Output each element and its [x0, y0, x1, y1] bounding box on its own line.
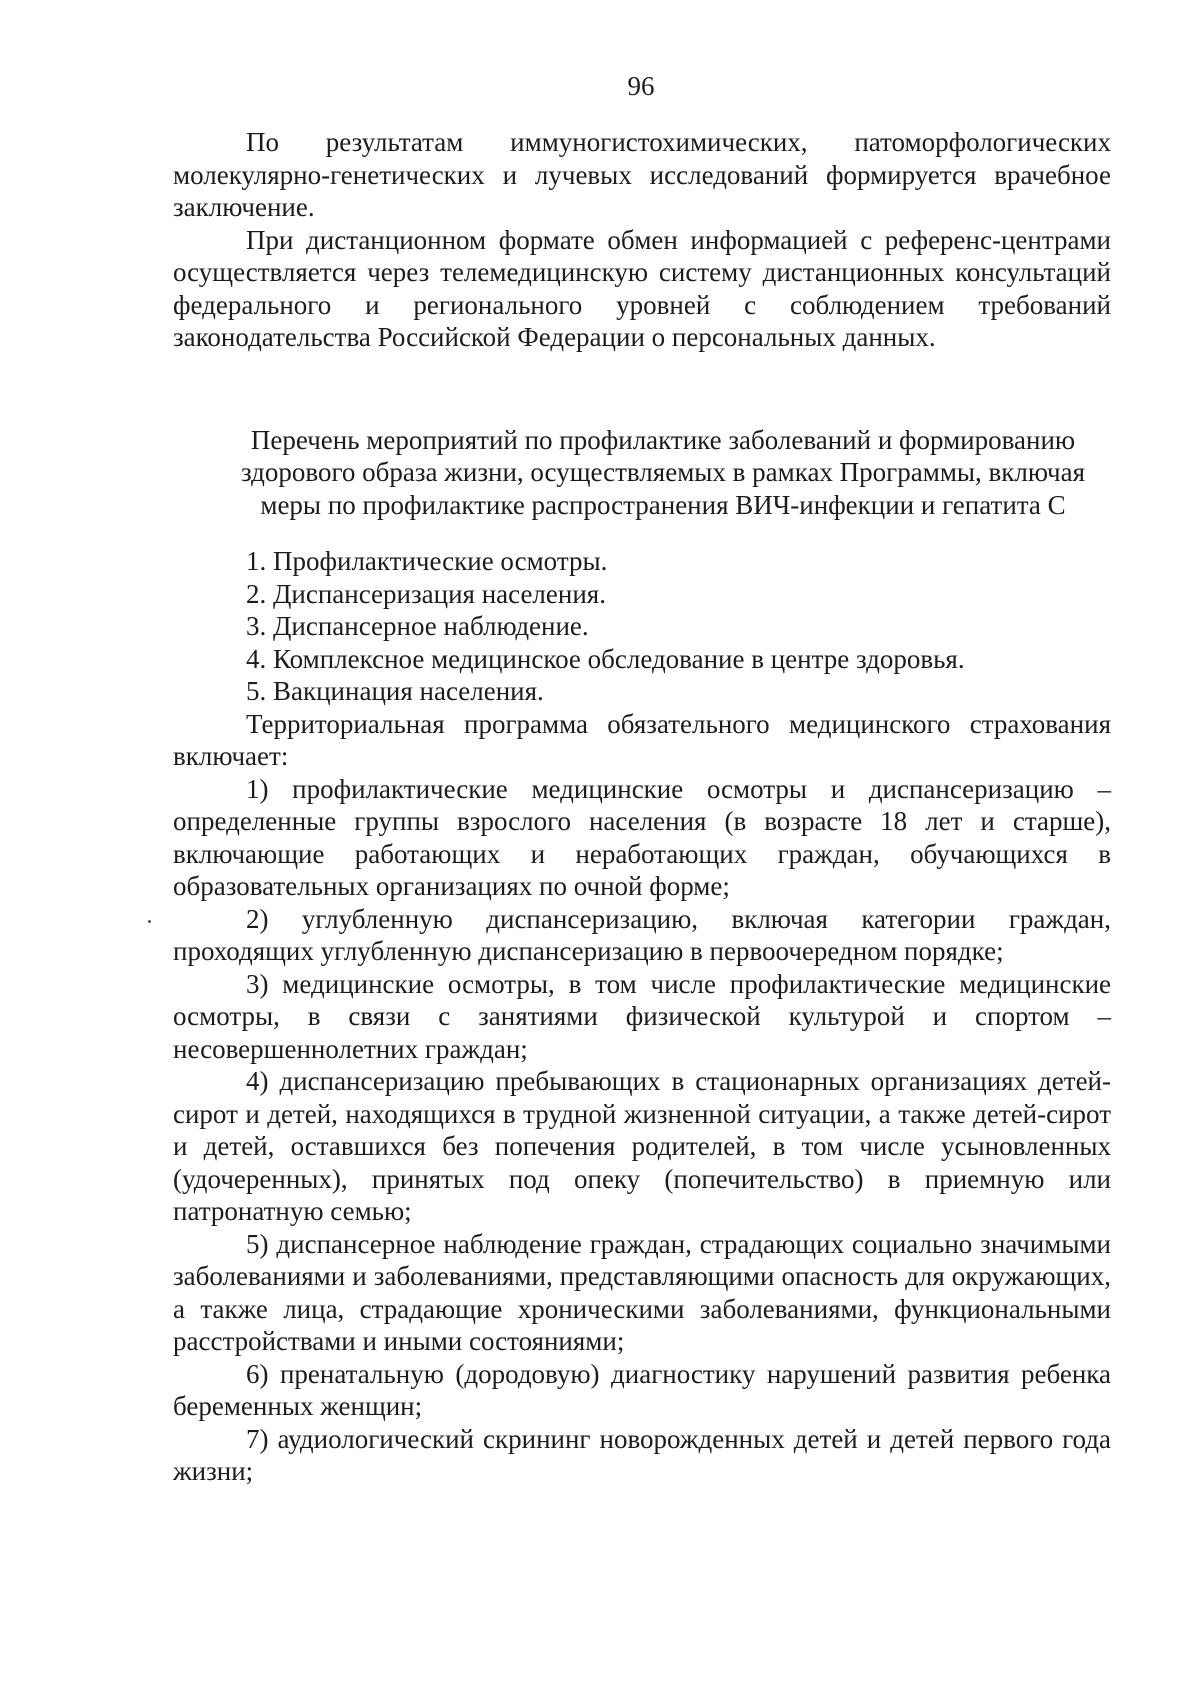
numbered-list-item: 5. Вакцинация населения. — [246, 676, 544, 706]
numbered-list — [173, 545, 1111, 708]
program-list-item: 2) углубленную диспансеризацию, включая категории граждан, проходящих углубленную диспансеризацию в первоочередном порядке; — [173, 903, 1111, 966]
program-list-item: 7) аудиологический скрининг новорожденных детей и детей первого года жизни; — [173, 1423, 1111, 1486]
numbered-list-item: 1. Профилактические осмотры. — [246, 546, 608, 576]
program-list-item: 4) диспансеризацию пребывающих в стационарных организациях детей-сирот и детей, находящихся в трудной жизненной ситуации, а также детей-сирот и детей, оставшихся без попечения родителей, в том числе усыновленных (удочеренных), принятых под опеку (попечительство) в приемную или патронатную семью; — [173, 1066, 1111, 1226]
page-content — [173, 126, 1111, 1488]
section-heading: Перечень мероприятий по профилактике заболеваний и формированию здорового образа жизни, осуществляемых в рамках Программы, включая меры по профилактике распространения ВИЧ-инфекции и гепатита С — [240, 424, 1086, 520]
intro-paragraph-1: По результатам иммуногистохимических, патоморфологических молекулярно-генетических и лучевых исследований формируется врачебное заключение. — [173, 127, 1111, 222]
spacer — [173, 521, 1111, 545]
program-intro-paragraph: Территориальная программа обязательного медицинского страхования включает: — [173, 708, 1111, 771]
spacer — [173, 354, 1111, 424]
numbered-list-item: 3. Диспансерное наблюдение. — [246, 611, 589, 641]
program-list-item: 5) диспансерное наблюдение граждан, страдающих социально значимыми заболеваниями и заболеваниями, представляющими опасность для окружающих, а также лица, страдающие хроническими заболеваниями, функциональными расстройствами и иными состояниями; — [173, 1228, 1111, 1356]
numbered-list-item: 4. Комплексное медицинское обследование в центре здоровья. — [246, 643, 965, 674]
scan-speck — [148, 920, 151, 923]
program-list-item: 1) профилактические медицинские осмотры и диспансеризацию – определенные группы взрослого населения (в возрасте 18 лет и старше), включающие работающих и неработающих граждан, обучающихся в образовательных организациях по очной форме; — [173, 773, 1111, 901]
page-number: 96 — [627, 71, 655, 101]
numbered-list-item: 2. Диспансеризация населения. — [246, 578, 606, 609]
program-list-item: 3) медицинские осмотры, в том числе профилактические медицинские осмотры, в связи с занятиями физической культурой и спортом – несовершеннолетних граждан; — [173, 968, 1111, 1064]
program-list — [173, 773, 1111, 1488]
program-list-item: 6) пренатальную (дородовую) диагностику нарушений развития ребенка беременных женщин; — [173, 1358, 1111, 1421]
intro-paragraph-2: При дистанционном формате обмен информацией с референс-центрами осуществляется через телемедицинскую систему дистанционных консультаций федерального и регионального уровней с соблюдением требований законодательства Российской Федерации о персональных данных. — [173, 224, 1111, 352]
